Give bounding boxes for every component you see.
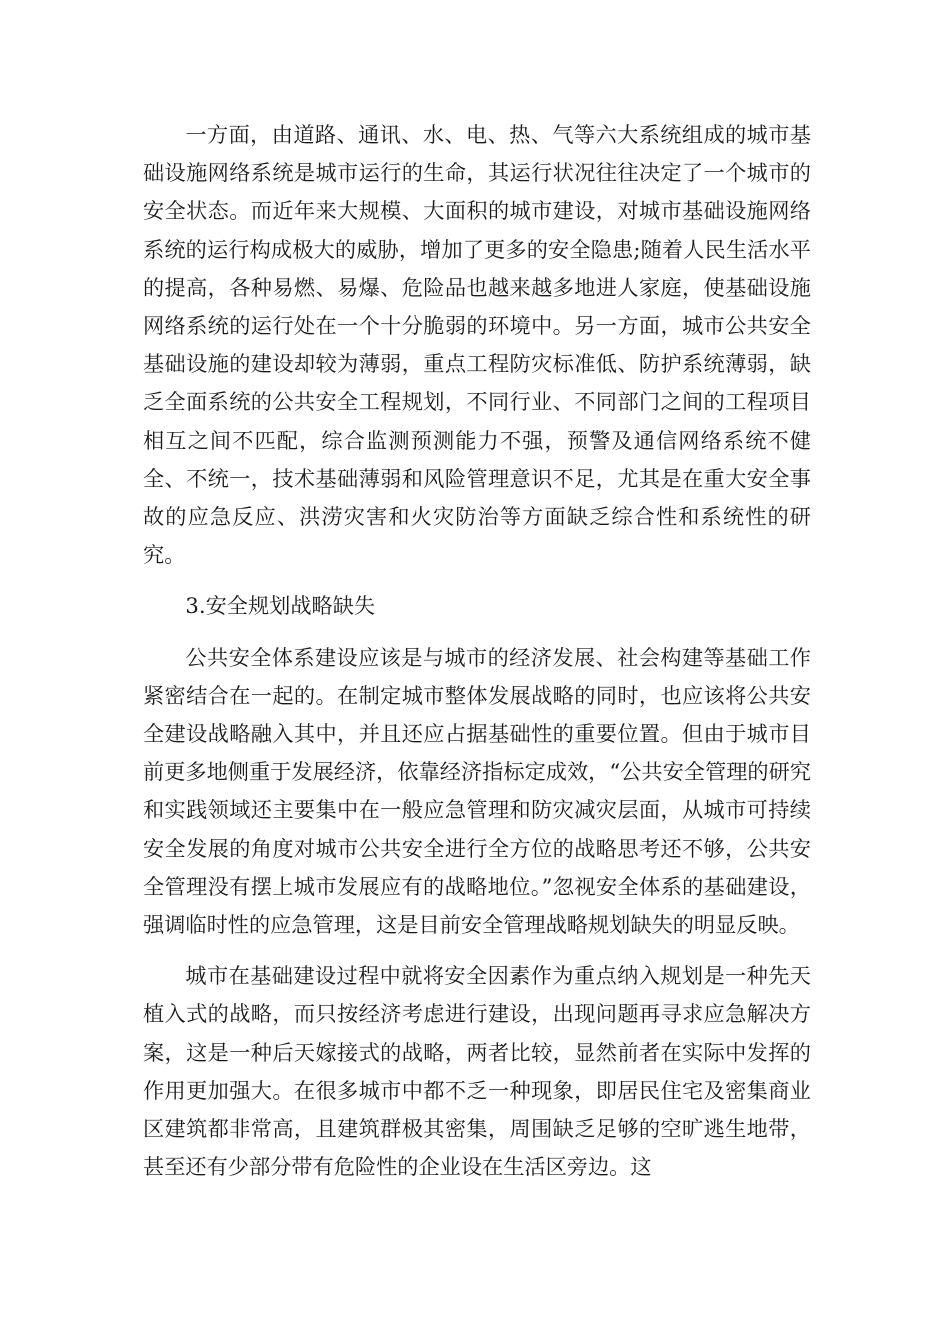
paragraph-infrastructure: 一方面，由道路、通讯、水、电、热、气等六大系统组成的城市基础设施网络系统是城市运行的生命，其运行状况往往决定了一个城市的安全状态。而近年来大规模、大面积的城市建设，对城市基础设施网络系统的运行构成极大的威胁，增加了更多的安全隐患;随着人民生活水平的提高，各种易燃、易爆、危险品也越来越多地进人家庭，使基础设施网络系统的运行处在一个十分脆弱的环境中。另一方面，城市公共安全基础设施的建设却较为薄弱，重点工程防灾标准低、防护系统薄弱，缺乏全面系统的公共安全工程规划，不同行业、不同部门之间的工程项目相互之间不匹配，综合监测预测能力不强，预警及通信网络系统不健全、不统一，技术基础薄弱和风险管理意识不足，尤其是在重大安全事故的应急反应、洪涝灾害和火灾防治等方面缺乏综合性和系统性的研究。	[143, 122, 811, 568]
paragraph-strategy: 公共安全体系建设应该是与城市的经济发展、社会构建等基础工作紧密结合在一起的。在制定城市整体发展战略的同时，也应该将公共安全建设战略融入其中，并且还应占据基础性的重要位置。但由于城市目前更多地侧重于发展经济，依靠经济指标定成效，“公共安全管理的研究和实践领域还主要集中在一般应急管理和防灾减灾层面，从城市可持续安全发展的角度对城市公共安全进行全方位的战略思考还不够，公共安全管理没有摆上城市发展应有的战略地位。”忽视安全体系的基础建设，强调临时性的应急管理，这是目前安全管理战略规划缺失的明显反映。	[143, 644, 811, 938]
document-page	[143, 116, 811, 1186]
paragraph-planning: 城市在基础建设过程中就将安全因素作为重点纳入规划是一种先天植入式的战略，而只按经济考虑进行建设，出现问题再寻求应急解决方案，这是一种后天嫁接式的战略，两者比较，显然前者在实际中发挥的作用更加强大。在很多城市中都不乏一种现象，即居民住宅及密集商业区建筑都非常高，且建筑群极其密集，周围缺乏足够的空旷逃生地带，甚至还有少部分带有危险性的企业设在生活区旁边。这	[143, 963, 811, 1180]
section-heading: 3.安全规划战略缺失	[185, 593, 376, 619]
